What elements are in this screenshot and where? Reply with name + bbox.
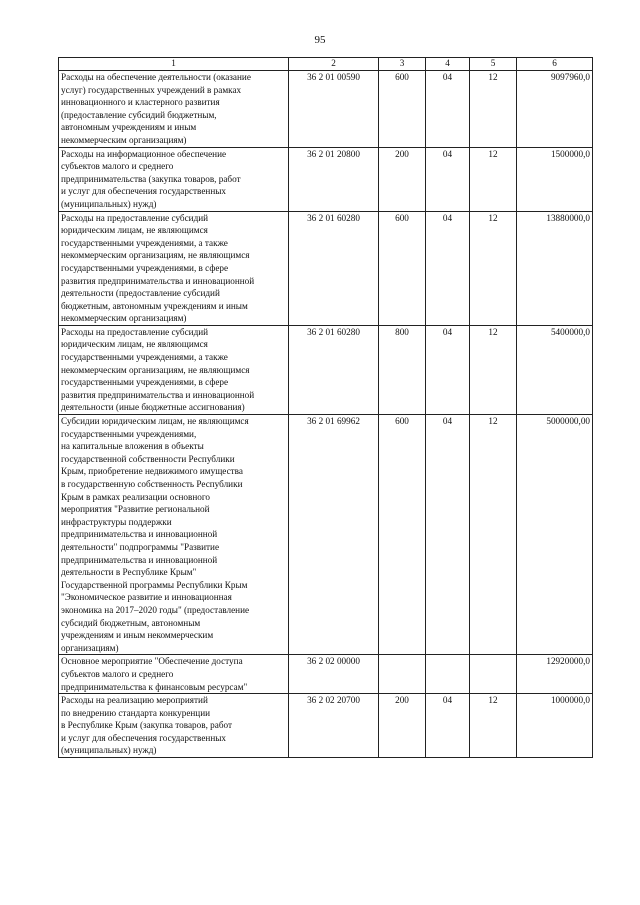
- row-amount: 12920000,0: [517, 655, 593, 694]
- row-section: 04: [426, 71, 470, 148]
- row-section: 04: [426, 211, 470, 325]
- row-subsection: 12: [470, 147, 517, 211]
- row-subsection: 12: [470, 71, 517, 148]
- row-section: 04: [426, 415, 470, 655]
- header-cell: 4: [426, 58, 470, 71]
- table-row: [59, 694, 593, 758]
- row-code: 36 2 01 60280: [289, 325, 379, 414]
- row-subsection: 12: [470, 325, 517, 414]
- row-code: 36 2 02 00000: [289, 655, 379, 694]
- table-row: [59, 415, 593, 655]
- row-expense-type: 600: [379, 71, 426, 148]
- row-code: 36 2 02 20700: [289, 694, 379, 758]
- row-subsection: 12: [470, 415, 517, 655]
- header-cell: 6: [517, 58, 593, 71]
- budget-table: [58, 57, 593, 758]
- row-description: Расходы на реализацию мероприятий по внедрению стандарта конкуренции в Республике Крым (закупка товаров, работ и услуг для обеспечения государственных (муниципальных) нужд): [59, 694, 289, 758]
- row-section: 04: [426, 325, 470, 414]
- row-description: Расходы на предоставление субсидий юридическим лицам, не являющимся государственными учреждениями, а также некоммерческим организациям, не являющимся государственными учреждениями, в сфере развития предпринимательства и инновационной деятельности (иные бюджетные ассигнования): [59, 325, 289, 414]
- table-row: [59, 147, 593, 211]
- row-code: 36 2 01 60280: [289, 211, 379, 325]
- row-subsection: [470, 655, 517, 694]
- page-number: 95: [314, 34, 326, 46]
- row-code: 36 2 01 20800: [289, 147, 379, 211]
- header-cell: 3: [379, 58, 426, 71]
- table-row: [59, 655, 593, 694]
- row-subsection: 12: [470, 694, 517, 758]
- row-subsection: 12: [470, 211, 517, 325]
- row-description: Субсидии юридическим лицам, не являющимся государственными учреждениями, на капитальные вложения в объекты государственной собственности Республики Крым, приобретение недвижимого имущества в государственную собственность Республики Крым в рамках реализации основного мероприятия "Развитие региональной инфраструктуры поддержки предпринимательства и инновационной деятельности" подпрограммы "Развитие предпринимательства и инновационной деятельности в Республике Крым" Государственной программы Республики Крым "Экономическое развитие и инновационная экономика на 2017–2020 годы" (предоставление субсидий бюджетным, автономным учреждениям и иным некоммерческим организациям): [59, 415, 289, 655]
- row-amount: 1500000,0: [517, 147, 593, 211]
- row-amount: 13880000,0: [517, 211, 593, 325]
- row-description: Расходы на информационное обеспечение субъектов малого и среднего предпринимательства (закупка товаров, работ и услуг для обеспечения государственных (муниципальных) нужд): [59, 147, 289, 211]
- row-expense-type: 200: [379, 694, 426, 758]
- row-expense-type: [379, 655, 426, 694]
- table-row: [59, 211, 593, 325]
- header-cell: 5: [470, 58, 517, 71]
- row-expense-type: 200: [379, 147, 426, 211]
- row-expense-type: 600: [379, 415, 426, 655]
- row-amount: 1000000,0: [517, 694, 593, 758]
- table-row: [59, 325, 593, 414]
- row-description: Расходы на обеспечение деятельности (оказание услуг) государственных учреждений в рамках инновационного и кластерного развития (предоставление субсидий бюджетным, автономным учреждениям и иным некоммерческим организациям): [59, 71, 289, 148]
- header-cell: 1: [59, 58, 289, 71]
- row-amount: 5000000,00: [517, 415, 593, 655]
- row-section: 04: [426, 694, 470, 758]
- header-cell: 2: [289, 58, 379, 71]
- row-description: Расходы на предоставление субсидий юридическим лицам, не являющимся государственными учреждениями, а также некоммерческим организациям, не являющимся государственными учреждениями, в сфере развития предпринимательства и инновационной деятельности (предоставление субсидий бюджетным, автономным учреждениям и иным некоммерческим организациям): [59, 211, 289, 325]
- row-amount: 5400000,0: [517, 325, 593, 414]
- row-amount: 9097960,0: [517, 71, 593, 148]
- row-code: 36 2 01 00590: [289, 71, 379, 148]
- row-section: 04: [426, 147, 470, 211]
- row-expense-type: 800: [379, 325, 426, 414]
- header-row: [59, 58, 593, 71]
- row-expense-type: 600: [379, 211, 426, 325]
- table-row: [59, 71, 593, 148]
- row-code: 36 2 01 69962: [289, 415, 379, 655]
- row-description: Основное мероприятие "Обеспечение доступа субъектов малого и среднего предпринимательства к финансовым ресурсам": [59, 655, 289, 694]
- row-section: [426, 655, 470, 694]
